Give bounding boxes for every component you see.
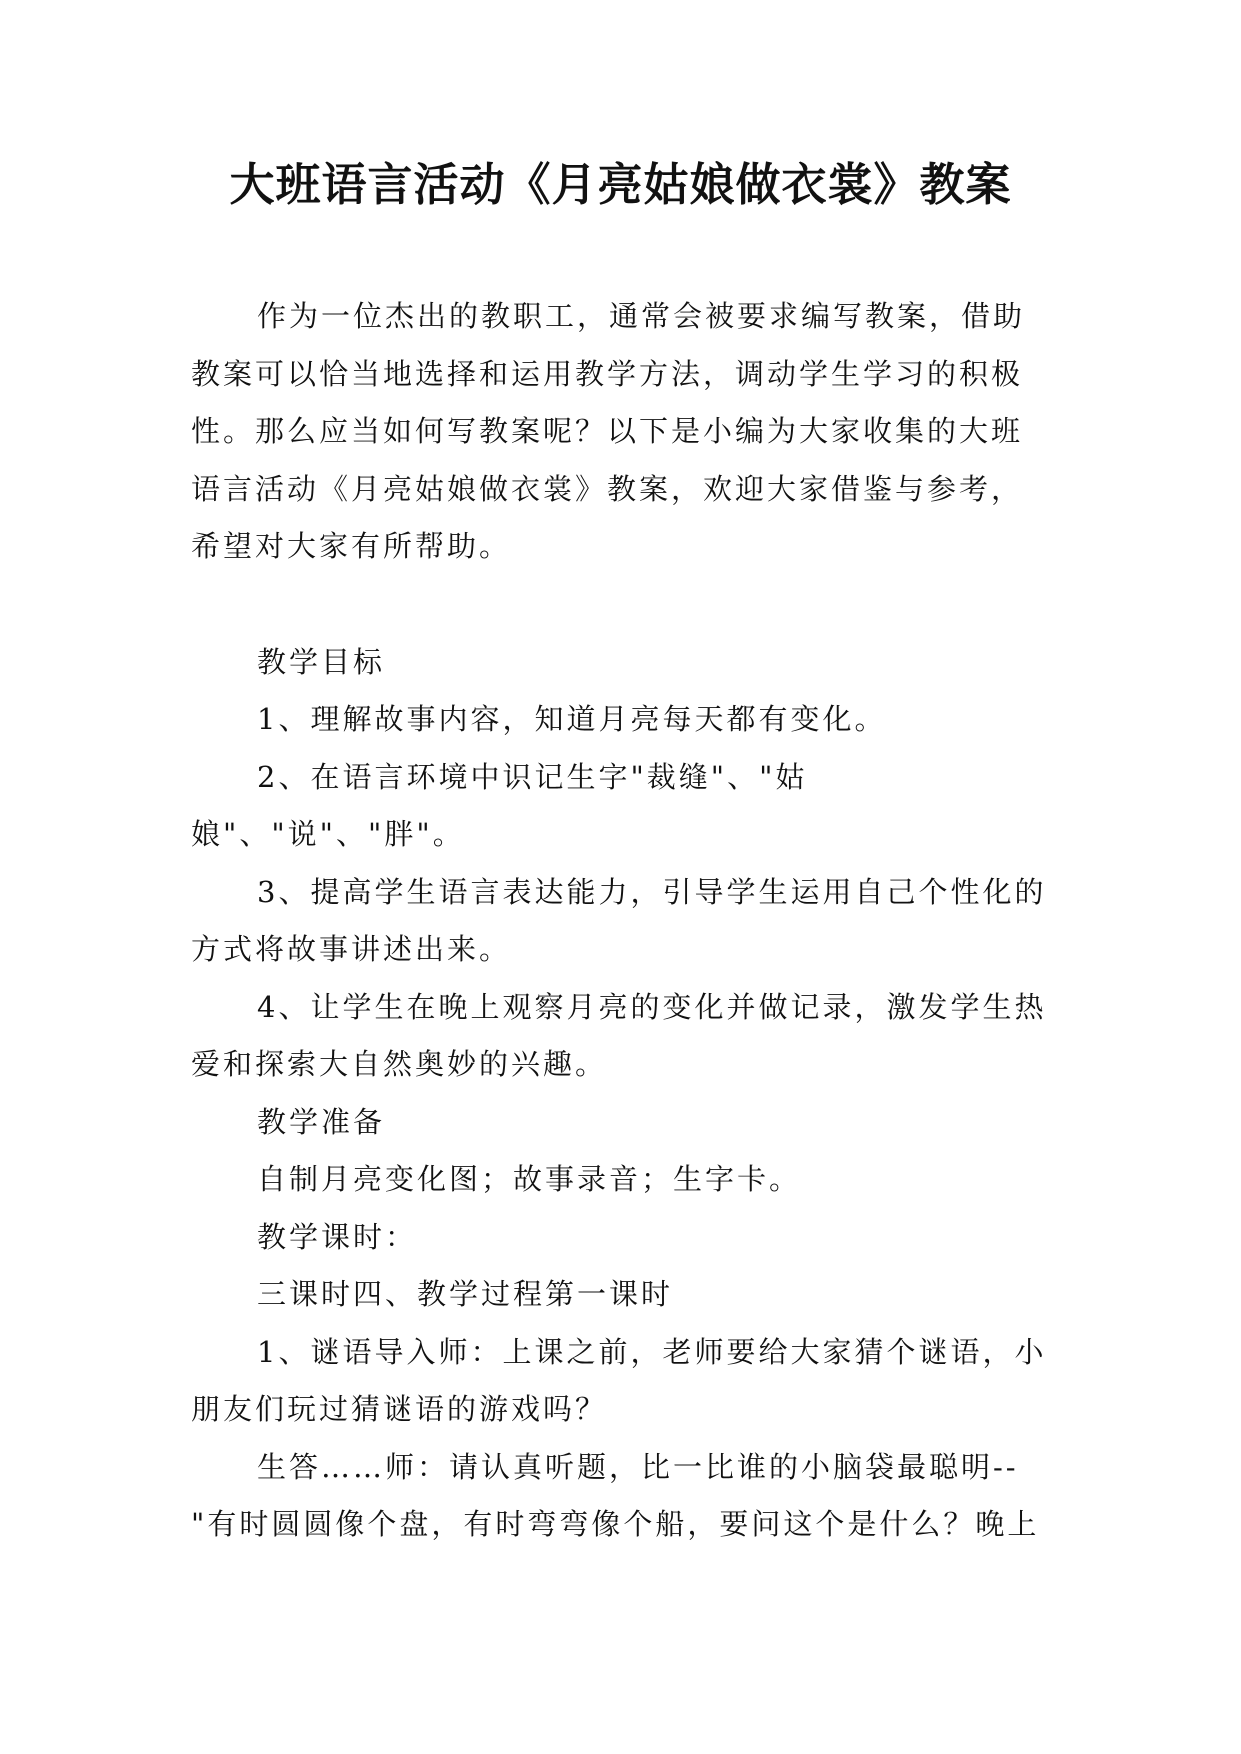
section-heading-objectives: 教学目标 — [257, 644, 386, 679]
document-title: 大班语言活动《月亮姑娘做衣裳》教案 — [229, 158, 1012, 211]
hours-text: 三课时四、教学过程第一课时 — [257, 1277, 674, 1311]
objective-3: 3、提高学生语言表达能力，引导学生运用自己个性化的方式将故事讲述出来。 — [191, 874, 1047, 966]
process-step-1: 1、谜语导入师：上课之前，老师要给大家猜个谜语，小朋友们玩过猜谜语的游戏吗？ — [191, 1334, 1047, 1426]
preparation-text: 自制月亮变化图；故事录音；生字卡。 — [257, 1162, 802, 1196]
paragraph-gap — [191, 576, 1051, 634]
intro-paragraph: 作为一位杰出的教职工，通常会被要求编写教案，借助教案可以恰当地选择和运用教学方法，调动学生学习的积极性。那么应当如何写教案呢？以下是小编为大家收集的大班语言活动《月亮姑娘做衣裳》教案，欢迎大家借鉴与参考，希望对大家有所帮助。 — [191, 299, 1026, 563]
section-heading-hours: 教学课时： — [257, 1219, 418, 1254]
process-dialogue: 生答……师：请认真听题，比一比谁的小脑袋最聪明--"有时圆圆像个盘，有时弯弯像个船，要问这个是什么？晚上 — [191, 1449, 1040, 1541]
document-body — [191, 288, 1051, 1554]
objective-4: 4、让学生在晚上观察月亮的变化并做记录，激发学生热爱和探索大自然奥妙的兴趣。 — [191, 989, 1047, 1081]
objective-2: 2、在语言环境中识记生字"裁缝"、"姑娘"、"说"、"胖"。 — [191, 759, 808, 851]
section-heading-preparation: 教学准备 — [257, 1104, 386, 1139]
objective-1: 1、理解故事内容，知道月亮每天都有变化。 — [257, 702, 887, 736]
